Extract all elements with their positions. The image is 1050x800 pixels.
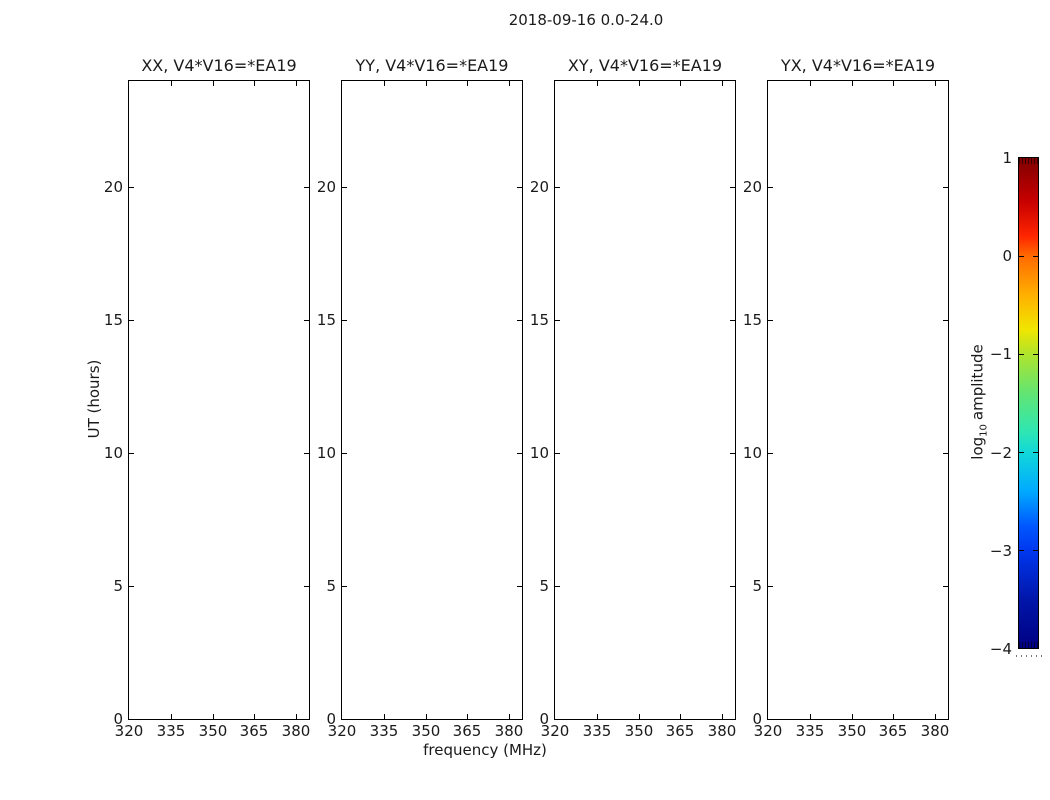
- x-tick-label: 380: [494, 722, 524, 740]
- x-tick-label: 365: [239, 722, 269, 740]
- y-tick-label: 0: [539, 710, 549, 728]
- x-tick: [722, 81, 723, 86]
- colorbar-tick: [1019, 550, 1024, 551]
- heatmap-panel: [742, 80, 950, 740]
- x-tick-label: 335: [795, 722, 825, 740]
- x-tick: [467, 714, 468, 719]
- y-tick: [943, 586, 948, 587]
- colorbar-tick-label: 0: [1002, 247, 1012, 265]
- y-tick: [943, 187, 948, 188]
- x-tick-label: 380: [281, 722, 311, 740]
- subplot-title: YX, V4*V16=*EA19: [780, 56, 936, 75]
- heatmap-panel: [529, 80, 737, 740]
- y-tick: [129, 187, 134, 188]
- x-tick: [171, 714, 172, 719]
- y-axis-label: UT (hours): [85, 359, 103, 439]
- y-tick: [342, 320, 347, 321]
- x-tick-label: 350: [198, 722, 228, 740]
- x-tick: [213, 81, 214, 86]
- x-tick: [254, 714, 255, 719]
- y-tick: [129, 320, 134, 321]
- y-tick: [555, 187, 560, 188]
- y-tick: [555, 320, 560, 321]
- x-tick-label: 350: [411, 722, 441, 740]
- colorbar-label-suffix: amplitude: [968, 344, 987, 421]
- y-tick: [768, 453, 773, 454]
- x-tick-label: 365: [452, 722, 482, 740]
- x-tick-label: 365: [878, 722, 908, 740]
- x-tick: [171, 81, 172, 86]
- y-tick-label: 15: [316, 311, 336, 329]
- x-tick: [935, 714, 936, 719]
- y-tick-label: 0: [326, 710, 336, 728]
- x-tick: [384, 81, 385, 86]
- colorbar-tick-label: −3: [989, 542, 1012, 560]
- y-tick-label: 15: [742, 311, 762, 329]
- y-tick: [768, 320, 773, 321]
- y-tick-label: 5: [326, 577, 336, 595]
- y-tick-label: 5: [113, 577, 123, 595]
- x-tick: [509, 81, 510, 86]
- x-tick: [852, 714, 853, 719]
- y-tick-label: 15: [103, 311, 123, 329]
- x-tick: [893, 714, 894, 719]
- x-tick: [296, 81, 297, 86]
- colorbar-hatch-bottom: [1019, 642, 1038, 648]
- colorbar-tick-label: 1: [1002, 149, 1012, 167]
- x-tick: [384, 714, 385, 719]
- x-tick: [893, 81, 894, 86]
- colorbar-tick-label: −4: [989, 640, 1012, 658]
- y-tick: [342, 453, 347, 454]
- x-tick-label: 380: [707, 722, 737, 740]
- y-tick-label: 5: [752, 577, 762, 595]
- y-tick-label: 10: [316, 444, 336, 462]
- y-tick-label: 10: [103, 444, 123, 462]
- x-tick: [597, 714, 598, 719]
- x-tick-label: 320: [327, 722, 357, 740]
- y-tick-label: 15: [529, 311, 549, 329]
- subplot-title: XY, V4*V16=*EA19: [567, 56, 723, 75]
- heatmap-panel: [103, 80, 311, 740]
- x-tick: [810, 714, 811, 719]
- colorbar-tick: [1019, 256, 1024, 257]
- y-tick: [768, 586, 773, 587]
- x-tick-label: 320: [114, 722, 144, 740]
- subplot-title: XX, V4*V16=*EA19: [141, 56, 297, 75]
- heatmap-panel: [316, 80, 524, 740]
- x-tick-label: 350: [837, 722, 867, 740]
- x-tick: [722, 714, 723, 719]
- x-tick: [426, 81, 427, 86]
- colorbar-tick: [1033, 354, 1038, 355]
- colorbar-label-prefix: log: [968, 436, 987, 460]
- y-tick-label: 20: [316, 178, 336, 196]
- x-tick: [509, 714, 510, 719]
- colorbar-hatch-top: [1019, 158, 1038, 164]
- y-tick-label: 0: [113, 710, 123, 728]
- x-axis-label: frequency (MHz): [423, 741, 547, 759]
- colorbar-gradient: [1019, 158, 1038, 648]
- subplot-title: YY, V4*V16=*EA19: [355, 56, 509, 75]
- y-tick-label: 20: [742, 178, 762, 196]
- y-tick: [768, 187, 773, 188]
- colorbar-tick: [1033, 256, 1038, 257]
- x-tick: [935, 81, 936, 86]
- colorbar-label-subscript: 10: [978, 424, 990, 437]
- x-tick-label: 365: [665, 722, 695, 740]
- figure-title: 2018-09-16 0.0-24.0: [508, 11, 664, 29]
- y-tick: [342, 187, 347, 188]
- colorbar-tick: [1033, 550, 1038, 551]
- x-tick-label: 350: [624, 722, 654, 740]
- y-tick: [555, 586, 560, 587]
- x-tick: [296, 714, 297, 719]
- x-tick-label: 335: [156, 722, 186, 740]
- x-tick: [852, 81, 853, 86]
- x-tick: [597, 81, 598, 86]
- x-tick: [213, 714, 214, 719]
- y-tick: [555, 453, 560, 454]
- x-tick: [680, 81, 681, 86]
- x-tick: [426, 714, 427, 719]
- y-tick: [129, 453, 134, 454]
- y-tick-label: 5: [539, 577, 549, 595]
- y-tick-label: 10: [529, 444, 549, 462]
- y-tick-label: 0: [752, 710, 762, 728]
- y-tick-label: 10: [742, 444, 762, 462]
- y-tick: [943, 453, 948, 454]
- y-tick-label: 20: [529, 178, 549, 196]
- x-tick: [639, 81, 640, 86]
- y-tick: [342, 586, 347, 587]
- colorbar-tick: [1019, 354, 1024, 355]
- x-tick-label: 335: [369, 722, 399, 740]
- colorbar: [989, 149, 1039, 658]
- colorbar-axis-label: [969, 344, 990, 459]
- x-tick-label: 335: [582, 722, 612, 740]
- colorbar-tick: [1019, 452, 1024, 453]
- x-tick-label: 320: [753, 722, 783, 740]
- x-tick-label: 380: [920, 722, 950, 740]
- colorbar-tick: [1033, 452, 1038, 453]
- y-tick: [129, 586, 134, 587]
- y-tick-label: 20: [103, 178, 123, 196]
- x-tick: [810, 81, 811, 86]
- x-tick: [639, 714, 640, 719]
- x-tick: [254, 81, 255, 86]
- colorbar-tick-label: −2: [989, 444, 1012, 462]
- y-tick: [943, 320, 948, 321]
- x-tick: [467, 81, 468, 86]
- colorbar-tick-label: −1: [989, 345, 1012, 363]
- colorbar-dotted-edge: [1016, 655, 1043, 657]
- x-tick-label: 320: [540, 722, 570, 740]
- x-tick: [680, 714, 681, 719]
